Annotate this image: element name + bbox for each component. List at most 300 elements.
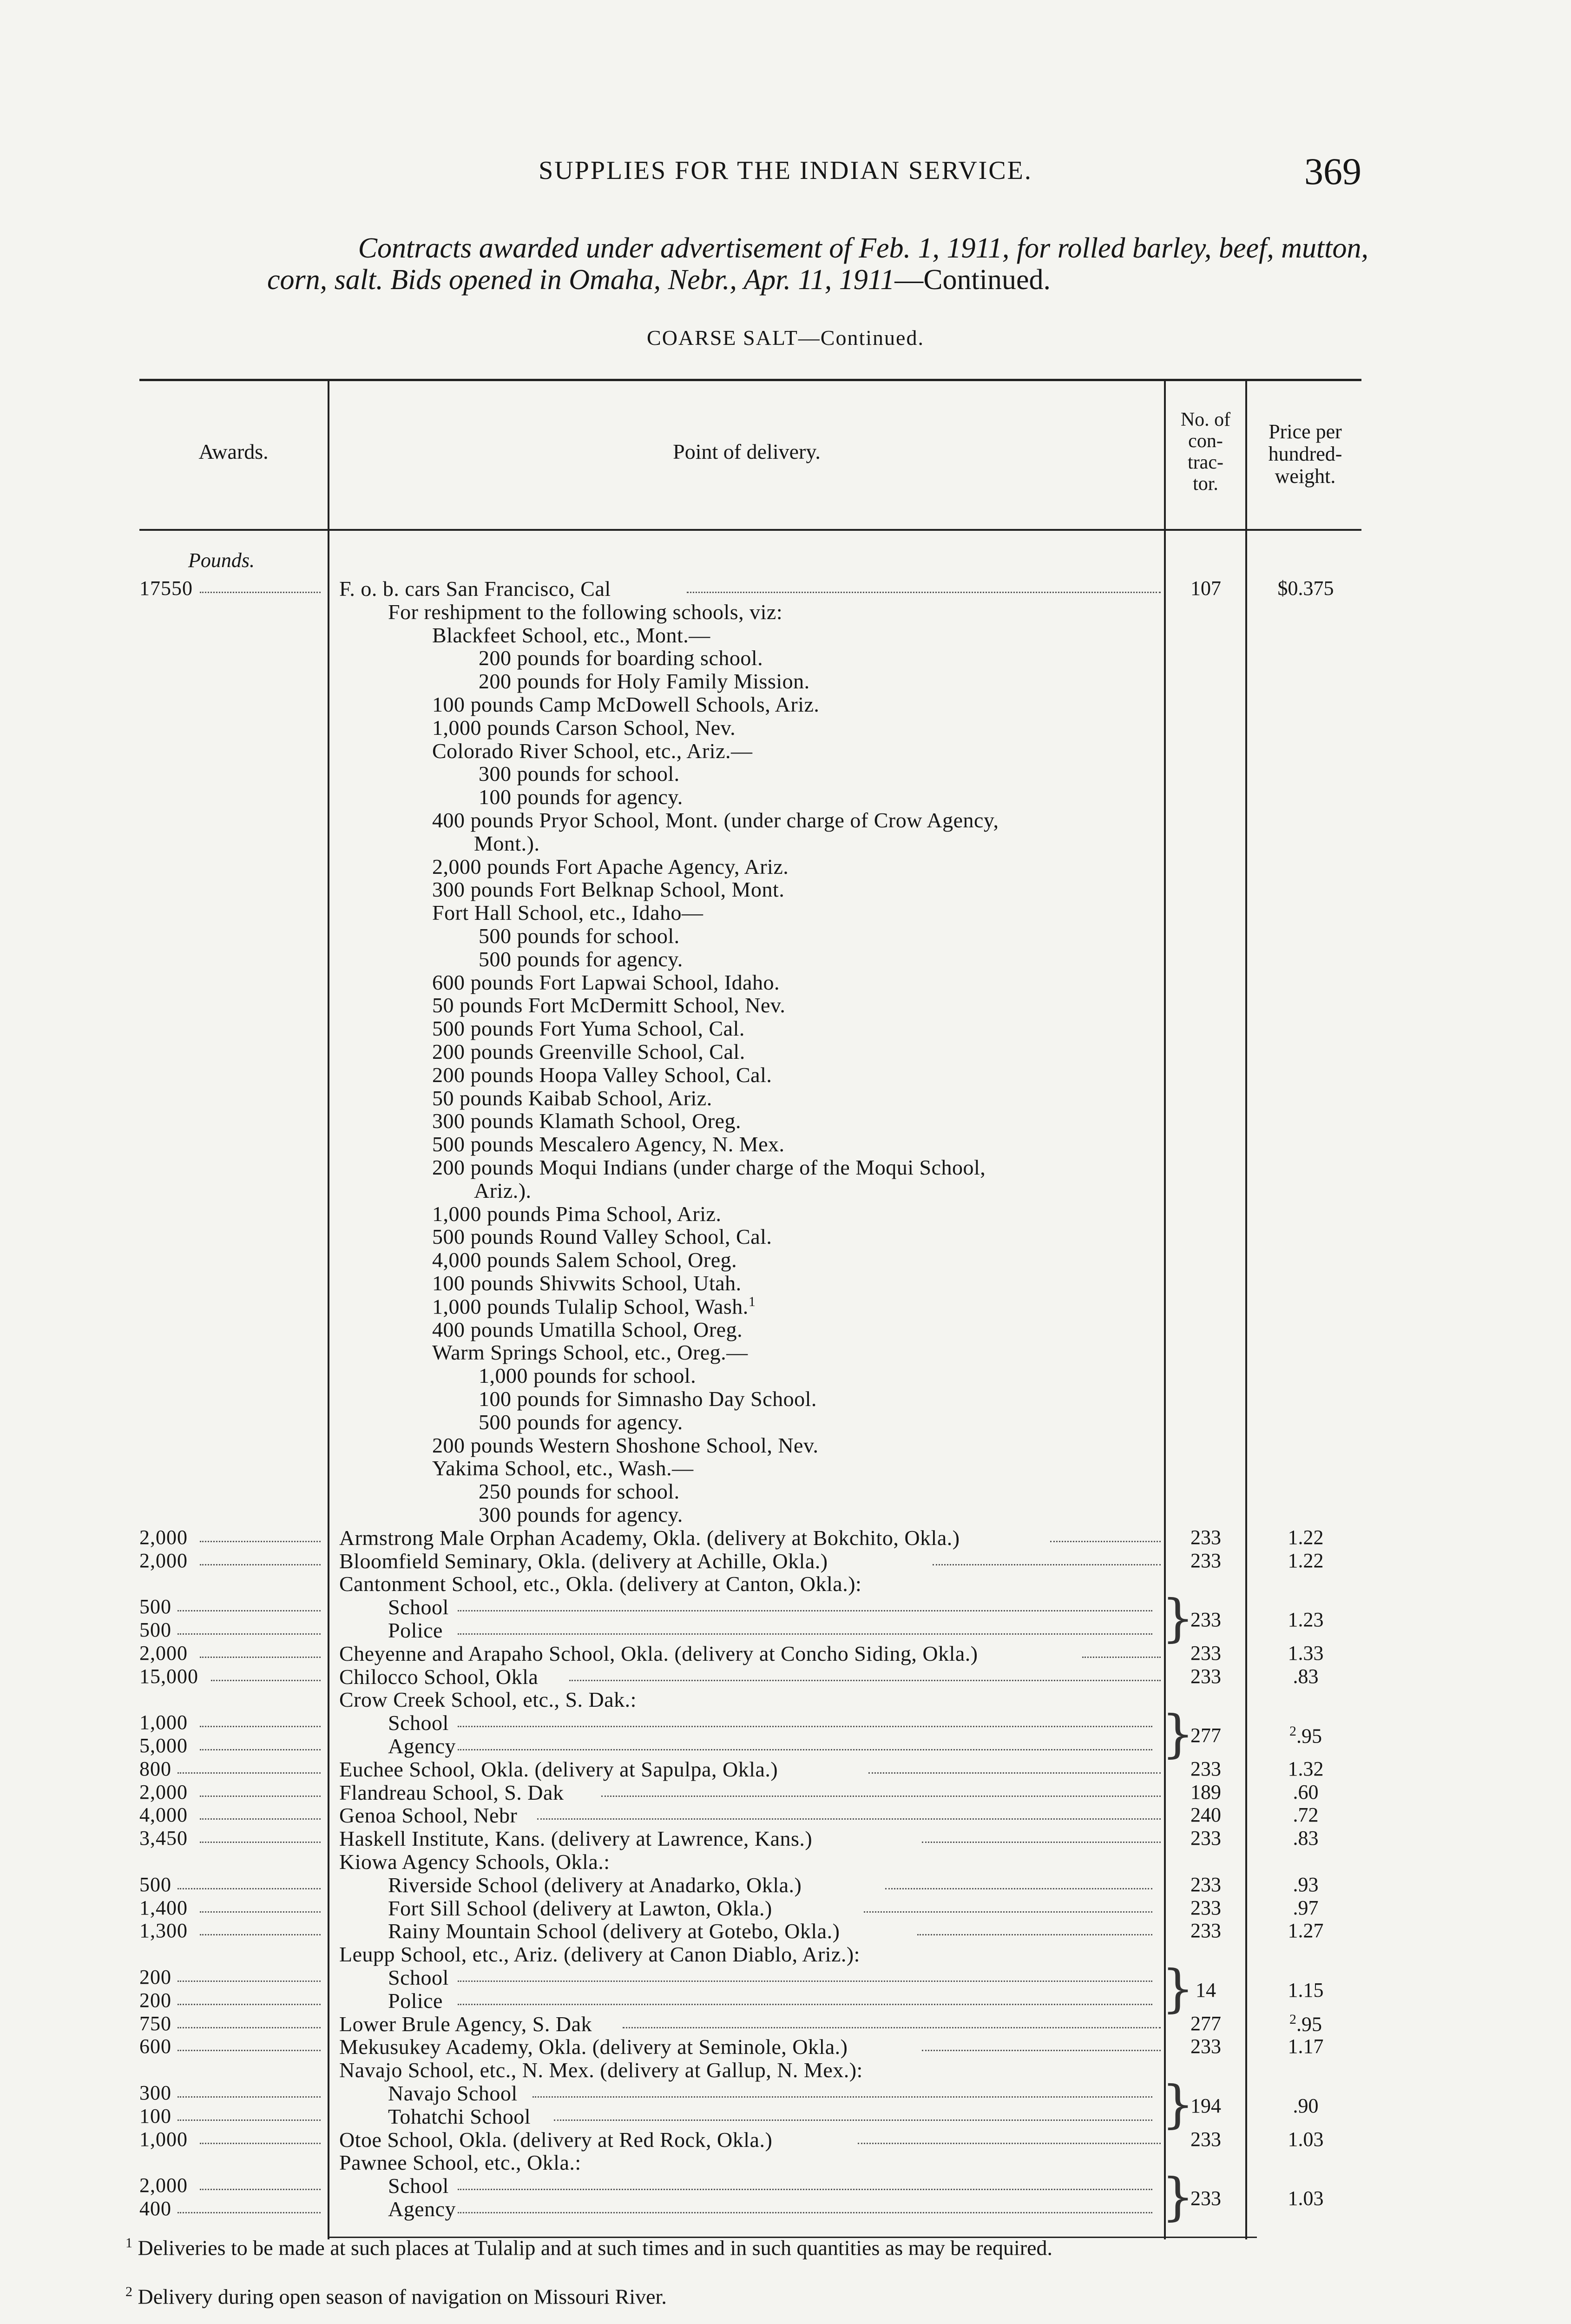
award-leader-dots (200, 1794, 321, 1797)
col-header-price-line: Price per (1269, 420, 1342, 443)
award-cell: 300 (139, 2081, 171, 2104)
delivery-point-cell (339, 1942, 1159, 1967)
delivery-point-cell (474, 831, 1159, 856)
award-leader-dots (177, 2048, 321, 2051)
award-leader-dots (177, 1609, 321, 1611)
delivery-point-cell (388, 1710, 1159, 1735)
award-cell: 2,000 (139, 1526, 188, 1549)
col-header-contractor-line: No. of (1180, 409, 1231, 430)
award-cell: 3,450 (139, 1827, 188, 1849)
delivery-point-text: 500 pounds for agency. (479, 1410, 683, 1434)
point-leader-dots (458, 2211, 1152, 2213)
table-row (0, 1317, 1571, 1340)
footnote-text: Delivery during open season of navigation on Missouri River. (138, 2284, 667, 2309)
delivery-point-text: School (388, 2174, 449, 2198)
footnote-1 (125, 2231, 1361, 2260)
price-value: .60 (1293, 1781, 1319, 1803)
delivery-point-cell (339, 1641, 1159, 1666)
delivery-point-text: Warm Springs School, etc., Oreg.— (432, 1340, 748, 1364)
table-row (0, 1525, 1571, 1549)
award-leader-dots (200, 1539, 321, 1542)
delivery-point-text: Mont.). (474, 832, 540, 855)
delivery-point-text: Fort Hall School, etc., Idaho— (432, 901, 703, 924)
award-cell: 500 (139, 1618, 171, 1641)
delivery-point-text: Euchee School, Okla. (delivery at Sapulpa, Okla.) (339, 1757, 778, 1781)
price-value: .93 (1293, 1873, 1319, 1896)
point-leader-dots (1050, 1539, 1161, 1542)
footnote-2 (125, 2280, 1361, 2309)
award-cell: 1,000 (139, 2128, 188, 2151)
table-row (0, 1757, 1571, 1780)
delivery-point-cell (432, 1202, 1159, 1226)
table-row (0, 2034, 1571, 2058)
brace-icon: } (1162, 2167, 1194, 2226)
delivery-point-text: Navajo School (388, 2081, 518, 2105)
price-value: .95 (1296, 1724, 1322, 1748)
delivery-point-cell (432, 1456, 1159, 1480)
delivery-point-cell (432, 1109, 1159, 1133)
contractor-number-cell: 14 (1196, 1979, 1216, 2001)
contractor-number-cell: 233 (1190, 1549, 1221, 1572)
delivery-point-cell (388, 1873, 1159, 1897)
point-leader-dots (458, 1724, 1152, 1727)
award-cell: 200 (139, 1966, 171, 1988)
table-row (0, 854, 1571, 878)
col-header-price-line: hundred- (1268, 442, 1342, 465)
delivery-point-cell (479, 947, 1159, 971)
delivery-point-text: Otoe School, Okla. (delivery at Red Rock, Okla.) (339, 2128, 773, 2152)
delivery-point-text: 200 pounds Western Shoshone School, Nev. (432, 1433, 819, 1457)
price-cell (1248, 1664, 1364, 1688)
footnote-mark: 1 (125, 2235, 132, 2251)
table-row (0, 877, 1571, 900)
table-row (0, 924, 1571, 947)
table-row (0, 1202, 1571, 1225)
delivery-point-cell (388, 2104, 1159, 2129)
award-leader-dots (200, 1563, 321, 1565)
award-cell: 200 (139, 1989, 171, 2012)
delivery-point-text: Cantonment School, etc., Okla. (delivery at Canton, Okla.): (339, 1572, 862, 1596)
award-leader-dots (211, 1678, 321, 1681)
point-leader-dots (885, 1887, 1152, 1889)
table-row (0, 600, 1571, 623)
delivery-point-cell (339, 2034, 1159, 2059)
price-value: .72 (1293, 1803, 1319, 1826)
contractor-number-cell: 233 (1190, 1608, 1221, 1631)
delivery-point-cell (388, 2173, 1159, 2198)
caption-line-2-italic: corn, salt. Bids opened in Omaha, Nebr., Apr. 11, 1911 (267, 264, 895, 296)
award-cell: 5,000 (139, 1734, 188, 1757)
delivery-point-text: 400 pounds Umatilla School, Oreg. (432, 1318, 743, 1341)
contractor-number-cell: 277 (1190, 2012, 1221, 2035)
award-cell: 15,000 (139, 1665, 198, 1688)
col-header-contractor-line: con- (1188, 430, 1223, 452)
award-leader-dots (200, 1655, 321, 1658)
point-leader-dots (458, 1748, 1152, 1750)
delivery-point-text: Fort Sill School (delivery at Lawton, Okla.) (388, 1896, 772, 1920)
delivery-point-text: Flandreau School, S. Dak (339, 1781, 564, 1804)
delivery-point-cell (388, 600, 1159, 624)
delivery-point-cell (474, 1178, 1159, 1203)
delivery-point-cell (432, 1016, 1159, 1041)
table-row (0, 831, 1571, 854)
delivery-point-cell (432, 854, 1159, 879)
table-row (0, 1386, 1571, 1410)
delivery-point-cell (339, 1780, 1159, 1805)
table-row (0, 947, 1571, 970)
delivery-point-cell (479, 761, 1159, 786)
table-row (0, 715, 1571, 739)
col-header-contractor (1166, 409, 1245, 495)
award-leader-dots (200, 1840, 321, 1843)
table-row (0, 785, 1571, 808)
delivery-point-text: Chilocco School, Okla (339, 1665, 539, 1689)
price-cell (1248, 1896, 1364, 1920)
award-cell: 2,000 (139, 2174, 188, 2197)
brace-icon: } (1162, 2074, 1194, 2134)
contractor-number-cell: 233 (1190, 1757, 1221, 1780)
table-row (0, 1086, 1571, 1109)
contractor-number-cell: 233 (1190, 1896, 1221, 1919)
delivery-point-text: 200 pounds Greenville School, Cal. (432, 1040, 745, 1063)
footnote-ref: 1 (748, 1294, 756, 1309)
delivery-point-text: Agency (388, 2197, 456, 2221)
delivery-point-cell (432, 1063, 1159, 1087)
award-leader-dots (200, 1933, 321, 1935)
caption-line-2-tail: —Continued. (894, 264, 1051, 296)
table-row (0, 1919, 1571, 1942)
delivery-point-cell (432, 692, 1159, 717)
table-row (0, 576, 1571, 600)
award-cell: 800 (139, 1757, 171, 1780)
delivery-point-text: 500 pounds for school. (479, 924, 680, 948)
delivery-point-cell (339, 1664, 1159, 1689)
table-row (0, 1063, 1571, 1086)
delivery-point-cell (339, 1757, 1159, 1782)
point-leader-dots (458, 2002, 1152, 2005)
delivery-point-text: 250 pounds for school. (479, 1479, 680, 1503)
table-row (0, 1178, 1571, 1202)
delivery-point-text: 1,000 pounds Pima School, Ariz. (432, 1202, 722, 1226)
delivery-point-text: Police (388, 1989, 443, 2013)
table-row (0, 1340, 1571, 1363)
award-leader-dots (177, 1632, 321, 1635)
point-leader-dots (554, 2118, 1152, 2121)
price-value: .97 (1293, 1896, 1319, 1919)
price-value: 1.15 (1288, 1979, 1324, 2001)
price-cell (1248, 2034, 1364, 2058)
delivery-point-text: Navajo School, etc., N. Mex. (delivery at Gallup, N. Mex.): (339, 2058, 863, 2082)
delivery-point-cell (432, 900, 1159, 925)
delivery-point-text: Blackfeet School, etc., Mont.— (432, 623, 710, 647)
award-leader-dots (177, 2002, 321, 2005)
price-value: .95 (1296, 2013, 1322, 2036)
contractor-number-cell: 233 (1190, 1642, 1221, 1664)
delivery-point-text: Colorado River School, etc., Ariz.— (432, 739, 753, 763)
award-cell: 400 (139, 2197, 171, 2220)
delivery-point-text: Lower Brule Agency, S. Dak (339, 2012, 592, 2036)
award-leader-dots (177, 2211, 321, 2213)
point-leader-dots (868, 1771, 1161, 1774)
award-leader-dots (200, 2187, 321, 2190)
col-header-awards: Awards. (198, 440, 269, 463)
delivery-point-cell (388, 1988, 1159, 2013)
contractor-number-cell: 233 (1190, 1665, 1221, 1688)
delivery-point-text: 200 pounds Moqui Indians (under charge of the Moqui School, (432, 1155, 986, 1179)
price-cell (1248, 2186, 1364, 2210)
award-leader-dots (200, 590, 321, 593)
table-row (0, 1433, 1571, 1456)
brace-icon: } (1162, 1704, 1194, 1763)
point-leader-dots (933, 1563, 1161, 1565)
delivery-point-cell (479, 1410, 1159, 1434)
delivery-point-text: 200 pounds Hoopa Valley School, Cal. (432, 1063, 772, 1087)
delivery-point-text: 500 pounds for agency. (479, 947, 683, 971)
footnote-ref: 2 (1289, 1723, 1296, 1739)
delivery-point-text: Yakima School, etc., Wash.— (432, 1456, 694, 1480)
delivery-point-text: For reshipment to the following schools, viz: (388, 600, 783, 624)
point-leader-dots (458, 2187, 1152, 2190)
delivery-point-text: 600 pounds Fort Lapwai School, Idaho. (432, 971, 780, 994)
delivery-point-text: School (388, 1711, 449, 1735)
price-value: 1.27 (1288, 1919, 1324, 1942)
delivery-point-cell (388, 1595, 1159, 1619)
table-row (0, 2012, 1571, 2035)
delivery-point-cell (479, 1502, 1159, 1527)
delivery-point-text: Tohatchi School (388, 2105, 531, 2128)
table-row (0, 900, 1571, 924)
caption-line-2 (142, 264, 1368, 296)
delivery-point-cell (432, 970, 1159, 995)
delivery-point-cell (388, 2197, 1159, 2221)
table-row (0, 692, 1571, 715)
point-leader-dots (687, 590, 1161, 593)
delivery-point-text: 100 pounds for Simnasho Day School. (479, 1387, 817, 1411)
table-row (0, 1271, 1571, 1294)
delivery-point-cell (339, 2058, 1159, 2082)
delivery-point-cell (339, 1803, 1159, 1828)
delivery-point-text: 500 pounds Fort Yuma School, Cal. (432, 1017, 745, 1040)
table-row (0, 1109, 1571, 1132)
table-row (0, 1224, 1571, 1248)
delivery-point-text: 300 pounds Klamath School, Oreg. (432, 1109, 742, 1133)
delivery-point-cell (432, 1271, 1159, 1295)
point-leader-dots (1082, 1655, 1161, 1658)
table-row (0, 1363, 1571, 1386)
delivery-point-cell (388, 1618, 1159, 1643)
award-leader-dots (200, 2141, 321, 2144)
delivery-point-text: Riverside School (delivery at Anadarko, Okla.) (388, 1873, 802, 1897)
point-leader-dots (532, 2095, 1152, 2098)
delivery-point-text: Rainy Mountain School (delivery at Gotebo, Okla.) (388, 1919, 840, 1943)
table-row (0, 808, 1571, 831)
page-number: 369 (1304, 150, 1361, 192)
award-cell: 500 (139, 1873, 171, 1896)
delivery-point-cell (432, 1086, 1159, 1110)
price-cell (1248, 1919, 1364, 1942)
point-leader-dots (601, 1794, 1161, 1797)
delivery-point-text: 50 pounds Kaibab School, Ariz. (432, 1086, 712, 1110)
delivery-point-text: 50 pounds Fort McDermitt School, Nev. (432, 993, 786, 1017)
award-leader-dots (177, 2026, 321, 2028)
award-cell: 2,000 (139, 1549, 188, 1572)
price-cell (1248, 2094, 1364, 2118)
contractor-number-cell: 277 (1190, 1724, 1221, 1747)
delivery-point-text: 200 pounds for boarding school. (479, 646, 763, 670)
table-row (0, 1826, 1571, 1849)
table-row (0, 1571, 1571, 1595)
table-row (0, 1549, 1571, 1572)
table-row (0, 1016, 1571, 1039)
price-value: 1.03 (1288, 2187, 1324, 2210)
footnote-mark: 2 (125, 2284, 132, 2299)
price-value: 1.22 (1288, 1549, 1324, 1572)
contractor-number-cell: 107 (1190, 577, 1221, 600)
point-leader-dots (864, 1910, 1152, 1913)
delivery-point-cell (479, 785, 1159, 809)
price-cell (1248, 1608, 1364, 1631)
award-leader-dots (200, 1817, 321, 1820)
contractor-number-cell: 233 (1190, 2035, 1221, 2058)
delivery-point-cell (388, 2081, 1159, 2106)
table-row (0, 1873, 1571, 1896)
price-value: $0.375 (1277, 577, 1334, 600)
price-value: .83 (1293, 1665, 1319, 1688)
delivery-point-text: School (388, 1966, 449, 1989)
delivery-point-text: Agency (388, 1734, 456, 1758)
table-row (0, 1687, 1571, 1710)
price-value: .90 (1293, 2094, 1319, 2117)
running-head: SUPPLIES FOR THE INDIAN SERVICE. (539, 156, 1032, 185)
contractor-number-cell: 233 (1190, 1827, 1221, 1849)
col-header-price (1247, 421, 1363, 488)
delivery-point-cell (432, 739, 1159, 763)
price-cell (1248, 1641, 1364, 1665)
award-cell: 750 (139, 2012, 171, 2035)
award-leader-dots (200, 1910, 321, 1913)
price-value: 1.32 (1288, 1757, 1324, 1780)
header-bottom-rule (139, 529, 1361, 531)
table-row (0, 1664, 1571, 1688)
delivery-point-text: 400 pounds Pryor School, Mont. (under charge of Crow Agency, (432, 808, 999, 832)
delivery-point-text: 1,000 pounds for school. (479, 1364, 697, 1387)
table-row (0, 2058, 1571, 2081)
price-cell (1248, 1723, 1364, 1748)
price-value: 1.03 (1288, 2128, 1324, 2151)
award-cell: 100 (139, 2105, 171, 2127)
caption-line-1: Contracts awarded under advertisement of Feb. 1, 1911, for rolled barley, beef, mutton, (358, 232, 1368, 264)
table-row (0, 739, 1571, 762)
delivery-point-text: Haskell Institute, Kans. (delivery at Lawrence, Kans.) (339, 1827, 813, 1850)
units-label: Pounds. (188, 549, 255, 572)
award-cell: 1,300 (139, 1919, 188, 1942)
price-cell (1248, 1525, 1364, 1549)
award-leader-dots (177, 1771, 321, 1774)
contractor-number-cell: 233 (1190, 1919, 1221, 1942)
delivery-point-cell (432, 808, 1159, 832)
contractor-number-cell: 189 (1190, 1781, 1221, 1803)
delivery-point-cell (479, 1386, 1159, 1411)
point-leader-dots (922, 2048, 1161, 2051)
delivery-point-text: Crow Creek School, etc., S. Dak.: (339, 1688, 637, 1711)
award-cell: 600 (139, 2035, 171, 2058)
table-row (0, 1410, 1571, 1433)
delivery-point-cell (479, 646, 1159, 670)
delivery-point-cell (432, 993, 1159, 1017)
brace-icon: } (1162, 1588, 1194, 1648)
delivery-point-cell (339, 2127, 1159, 2152)
table-row (0, 1803, 1571, 1826)
price-value: 1.17 (1288, 2035, 1324, 2058)
delivery-point-text: Ariz.). (474, 1179, 532, 1202)
delivery-point-cell (388, 1965, 1159, 1990)
table-row (0, 669, 1571, 692)
award-cell: 2,000 (139, 1642, 188, 1664)
award-leader-dots (177, 2118, 321, 2121)
delivery-point-cell (339, 1571, 1159, 1596)
table-row (0, 1248, 1571, 1271)
table-row (0, 1641, 1571, 1664)
point-leader-dots (569, 1678, 1161, 1681)
price-value: 1.33 (1288, 1642, 1324, 1664)
table-row (0, 1502, 1571, 1525)
price-cell (1248, 1873, 1364, 1896)
award-cell: 500 (139, 1595, 171, 1618)
contractor-number-cell: 233 (1190, 1873, 1221, 1896)
delivery-point-text: 100 pounds for agency. (479, 785, 683, 809)
table-row (0, 1896, 1571, 1919)
price-value: .83 (1293, 1827, 1319, 1849)
section-heading: COARSE SALT—Continued. (647, 326, 924, 350)
point-leader-dots (458, 1979, 1152, 1982)
delivery-point-text: 100 pounds Shivwits School, Utah. (432, 1271, 742, 1295)
table-row (0, 1479, 1571, 1502)
point-leader-dots (917, 1933, 1152, 1935)
delivery-point-text: Kiowa Agency Schools, Okla.: (339, 1850, 610, 1874)
contractor-number-cell: 233 (1190, 1526, 1221, 1549)
delivery-point-text: Police (388, 1618, 443, 1642)
delivery-point-text: Bloomfield Seminary, Okla. (delivery at Achille, Okla.) (339, 1549, 828, 1573)
delivery-point-cell (479, 1363, 1159, 1388)
col-header-price-line: weight. (1275, 465, 1336, 488)
delivery-point-cell (432, 1433, 1159, 1458)
contractor-number-cell: 233 (1190, 2128, 1221, 2151)
delivery-point-cell (388, 1734, 1159, 1758)
award-cell: 2,000 (139, 1781, 188, 1803)
brace-icon: } (1162, 1959, 1194, 2018)
table-row (0, 1039, 1571, 1063)
delivery-point-cell (432, 715, 1159, 740)
price-cell (1248, 1803, 1364, 1827)
award-leader-dots (200, 1724, 321, 1727)
table-caption (142, 232, 1368, 296)
delivery-point-text: Pawnee School, etc., Okla.: (339, 2151, 581, 2174)
delivery-point-cell (479, 669, 1159, 693)
table-row (0, 761, 1571, 785)
delivery-point-text: 1,000 pounds Carson School, Nev. (432, 716, 736, 739)
price-cell (1248, 1780, 1364, 1804)
delivery-point-cell (479, 1479, 1159, 1504)
price-cell (1248, 2012, 1364, 2036)
contractor-number-cell: 194 (1190, 2094, 1221, 2117)
delivery-point-cell (339, 1849, 1159, 1874)
delivery-point-text: 4,000 pounds Salem School, Oreg. (432, 1248, 737, 1272)
delivery-point-text: 200 pounds for Holy Family Mission. (479, 669, 810, 693)
delivery-point-text: Leupp School, etc., Ariz. (delivery at Canon Diablo, Ariz.): (339, 1942, 860, 1966)
table-row (0, 2127, 1571, 2151)
delivery-point-text: School (388, 1595, 449, 1619)
footnote-ref: 2 (1289, 2012, 1296, 2027)
